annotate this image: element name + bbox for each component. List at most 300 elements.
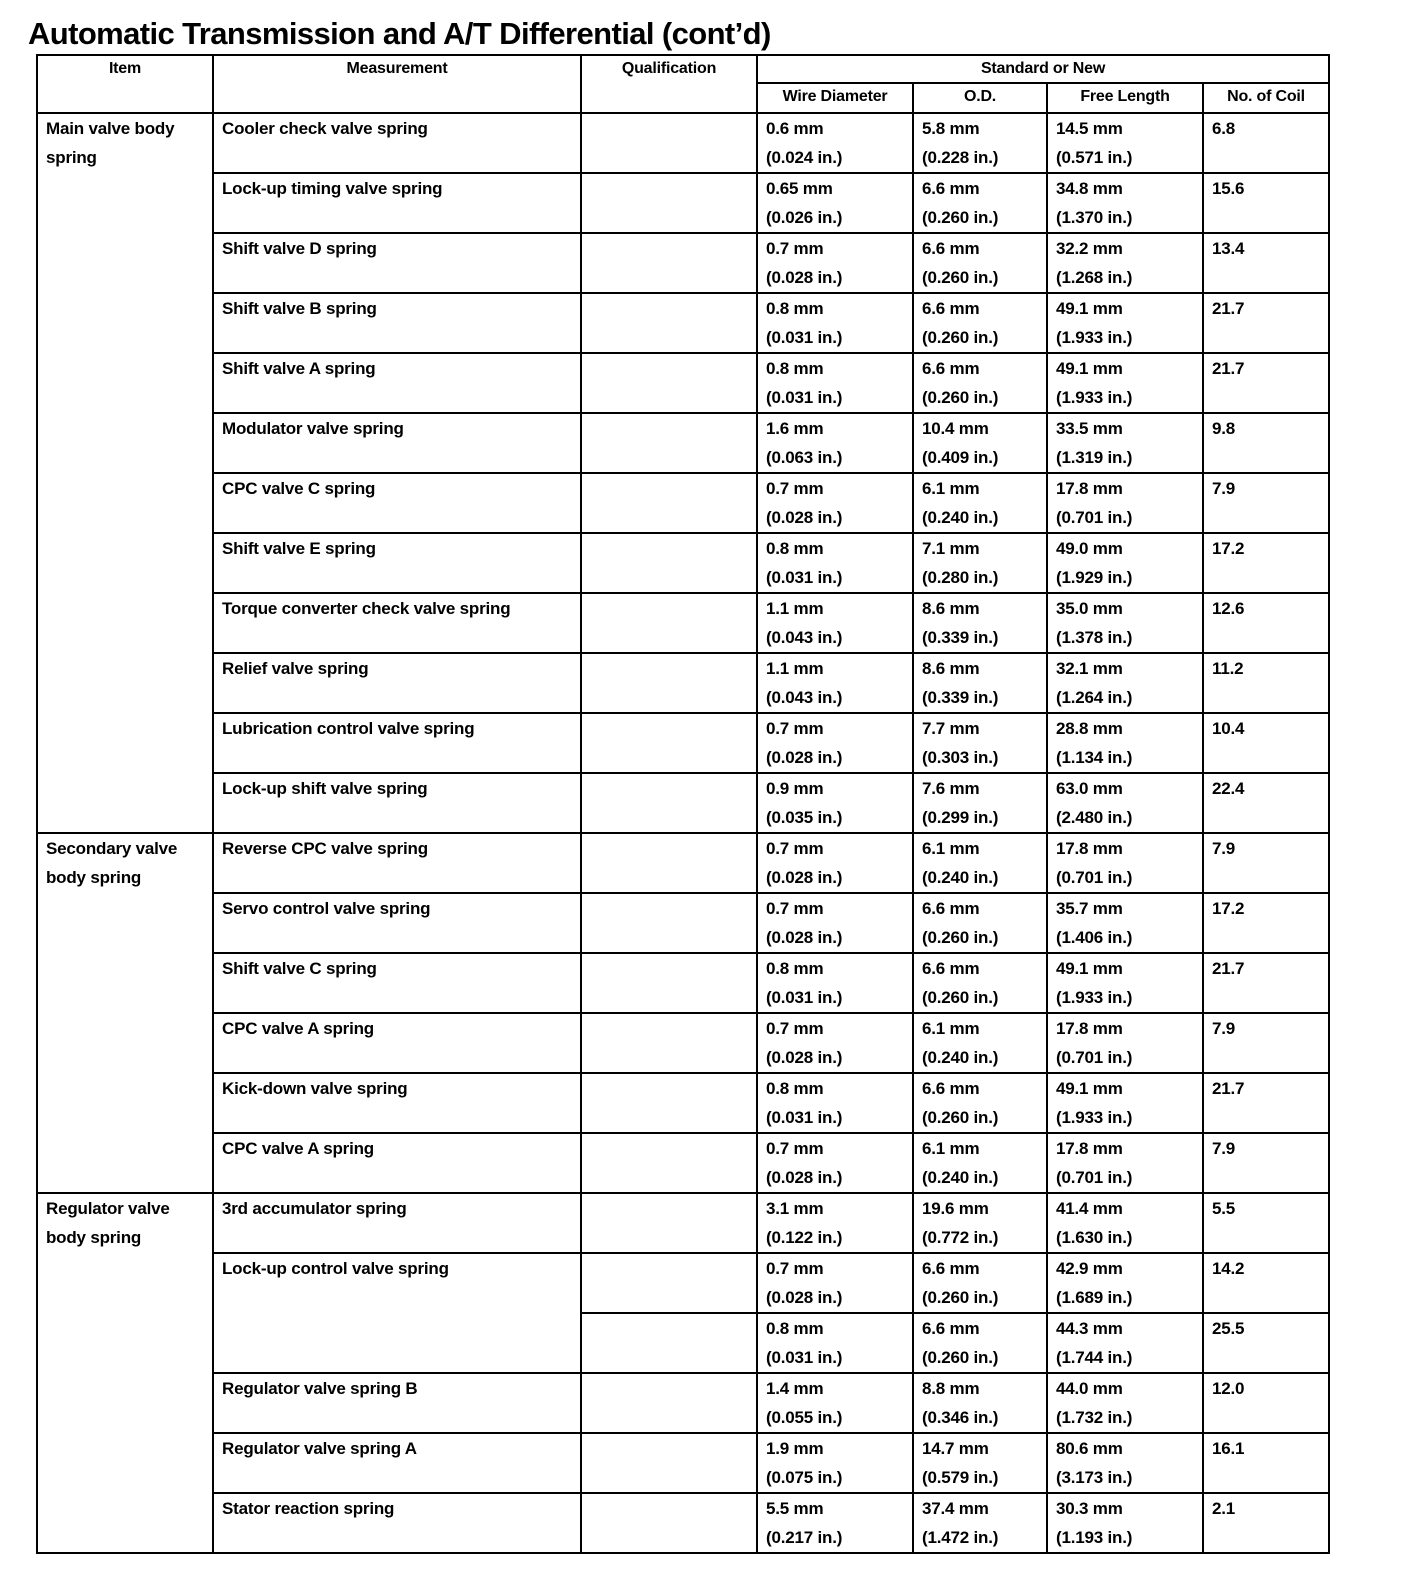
coil-count-cell: 13.4	[1203, 233, 1329, 293]
imperial-value: (1.732 in.)	[1056, 1408, 1133, 1427]
imperial-value: (0.024 in.)	[766, 148, 843, 167]
imperial-value: (0.701 in.)	[1056, 508, 1133, 527]
imperial-value: (0.339 in.)	[922, 688, 999, 707]
wire-diameter-cell	[757, 833, 913, 893]
free-length-cell	[1047, 773, 1203, 833]
imperial-value: (0.028 in.)	[766, 268, 843, 287]
metric-value: 6.1 mm	[922, 479, 980, 498]
imperial-value: (0.031 in.)	[766, 568, 843, 587]
measurement-cell: Modulator valve spring	[213, 413, 581, 473]
header-no-of-coil: No. of Coil	[1203, 83, 1329, 113]
metric-value: 17.8 mm	[1056, 839, 1123, 858]
wire-diameter-cell	[757, 473, 913, 533]
imperial-value: (0.701 in.)	[1056, 1048, 1133, 1067]
metric-value: 0.7 mm	[766, 899, 824, 918]
wire-diameter-cell	[757, 953, 913, 1013]
qualification-cell	[581, 773, 757, 833]
wire-diameter-cell	[757, 173, 913, 233]
measurement-cell: Kick-down valve spring	[213, 1073, 581, 1133]
imperial-value: (0.260 in.)	[922, 388, 999, 407]
measurement-cell: Regulator valve spring A	[213, 1433, 581, 1493]
table-row	[37, 1133, 1329, 1193]
table-row	[37, 1433, 1329, 1493]
metric-value: 30.3 mm	[1056, 1499, 1123, 1518]
metric-value: 0.65 mm	[766, 179, 833, 198]
table-row	[37, 653, 1329, 713]
metric-value: 6.1 mm	[922, 839, 980, 858]
qualification-cell	[581, 1013, 757, 1073]
wire-diameter-cell	[757, 773, 913, 833]
free-length-cell	[1047, 1313, 1203, 1373]
qualification-cell	[581, 113, 757, 173]
imperial-value: (0.240 in.)	[922, 1168, 999, 1187]
item-group-cell: Regulator valve body spring	[37, 1193, 213, 1553]
metric-value: 41.4 mm	[1056, 1199, 1123, 1218]
imperial-value: (0.701 in.)	[1056, 868, 1133, 887]
qualification-cell	[581, 653, 757, 713]
coil-count-cell: 17.2	[1203, 533, 1329, 593]
table-row	[37, 1253, 1329, 1313]
imperial-value: (0.075 in.)	[766, 1468, 843, 1487]
measurement-cell: Servo control valve spring	[213, 893, 581, 953]
metric-value: 32.1 mm	[1056, 659, 1123, 678]
table-row	[37, 293, 1329, 353]
free-length-cell	[1047, 653, 1203, 713]
od-cell	[913, 233, 1047, 293]
wire-diameter-cell	[757, 1433, 913, 1493]
wire-diameter-cell	[757, 413, 913, 473]
measurement-cell: Stator reaction spring	[213, 1493, 581, 1553]
qualification-cell	[581, 233, 757, 293]
measurement-cell: Lock-up shift valve spring	[213, 773, 581, 833]
imperial-value: (1.630 in.)	[1056, 1228, 1133, 1247]
qualification-cell	[581, 893, 757, 953]
table-row	[37, 893, 1329, 953]
od-cell	[913, 1073, 1047, 1133]
metric-value: 7.7 mm	[922, 719, 980, 738]
od-cell	[913, 1013, 1047, 1073]
od-cell	[913, 113, 1047, 173]
imperial-value: (0.260 in.)	[922, 928, 999, 947]
metric-value: 34.8 mm	[1056, 179, 1123, 198]
wire-diameter-cell	[757, 1253, 913, 1313]
wire-diameter-cell	[757, 233, 913, 293]
item-group-cell: Main valve body spring	[37, 113, 213, 833]
metric-value: 32.2 mm	[1056, 239, 1123, 258]
metric-value: 49.1 mm	[1056, 359, 1123, 378]
metric-value: 0.8 mm	[766, 1319, 824, 1338]
od-cell	[913, 1253, 1047, 1313]
qualification-cell	[581, 173, 757, 233]
table-row	[37, 473, 1329, 533]
od-cell	[913, 533, 1047, 593]
od-cell	[913, 1313, 1047, 1373]
imperial-value: (0.031 in.)	[766, 1108, 843, 1127]
spring-spec-table	[36, 54, 1330, 1554]
qualification-cell	[581, 953, 757, 1013]
free-length-cell	[1047, 1193, 1203, 1253]
metric-value: 1.9 mm	[766, 1439, 824, 1458]
wire-diameter-cell	[757, 113, 913, 173]
imperial-value: (0.028 in.)	[766, 508, 843, 527]
metric-value: 0.7 mm	[766, 239, 824, 258]
coil-count-cell: 22.4	[1203, 773, 1329, 833]
measurement-cell: Shift valve C spring	[213, 953, 581, 1013]
imperial-value: (1.370 in.)	[1056, 208, 1133, 227]
measurement-cell: Torque converter check valve spring	[213, 593, 581, 653]
metric-value: 6.6 mm	[922, 899, 980, 918]
metric-value: 49.1 mm	[1056, 299, 1123, 318]
free-length-cell	[1047, 533, 1203, 593]
coil-count-cell: 5.5	[1203, 1193, 1329, 1253]
measurement-cell: 3rd accumulator spring	[213, 1193, 581, 1253]
measurement-cell: Shift valve E spring	[213, 533, 581, 593]
metric-value: 44.3 mm	[1056, 1319, 1123, 1338]
free-length-cell	[1047, 1073, 1203, 1133]
qualification-cell	[581, 533, 757, 593]
imperial-value: (0.028 in.)	[766, 1048, 843, 1067]
measurement-cell: CPC valve C spring	[213, 473, 581, 533]
coil-count-cell: 11.2	[1203, 653, 1329, 713]
imperial-value: (0.228 in.)	[922, 148, 999, 167]
wire-diameter-cell	[757, 293, 913, 353]
coil-count-cell: 6.8	[1203, 113, 1329, 173]
table-row	[37, 1193, 1329, 1253]
qualification-cell	[581, 1073, 757, 1133]
metric-value: 10.4 mm	[922, 419, 989, 438]
metric-value: 5.8 mm	[922, 119, 980, 138]
imperial-value: (0.026 in.)	[766, 208, 843, 227]
imperial-value: (0.260 in.)	[922, 268, 999, 287]
table-row	[37, 1073, 1329, 1133]
metric-value: 0.6 mm	[766, 119, 824, 138]
metric-value: 1.1 mm	[766, 599, 824, 618]
table-row	[37, 773, 1329, 833]
imperial-value: (0.339 in.)	[922, 628, 999, 647]
coil-count-cell: 7.9	[1203, 473, 1329, 533]
metric-value: 19.6 mm	[922, 1199, 989, 1218]
free-length-cell	[1047, 293, 1203, 353]
free-length-cell	[1047, 713, 1203, 773]
metric-value: 17.8 mm	[1056, 1139, 1123, 1158]
od-cell	[913, 1433, 1047, 1493]
measurement-cell: Lubrication control valve spring	[213, 713, 581, 773]
metric-value: 1.1 mm	[766, 659, 824, 678]
od-cell	[913, 833, 1047, 893]
imperial-value: (1.744 in.)	[1056, 1348, 1133, 1367]
table-row	[37, 713, 1329, 773]
table-row	[37, 173, 1329, 233]
table-row	[37, 533, 1329, 593]
metric-value: 17.8 mm	[1056, 479, 1123, 498]
measurement-cell: Lock-up control valve spring	[213, 1253, 581, 1373]
free-length-cell	[1047, 473, 1203, 533]
od-cell	[913, 173, 1047, 233]
header-item: Item	[37, 55, 213, 113]
metric-value: 49.1 mm	[1056, 1079, 1123, 1098]
wire-diameter-cell	[757, 1133, 913, 1193]
imperial-value: (0.028 in.)	[766, 1288, 843, 1307]
od-cell	[913, 773, 1047, 833]
free-length-cell	[1047, 1253, 1203, 1313]
metric-value: 0.7 mm	[766, 479, 824, 498]
imperial-value: (0.217 in.)	[766, 1528, 843, 1547]
coil-count-cell: 15.6	[1203, 173, 1329, 233]
metric-value: 5.5 mm	[766, 1499, 824, 1518]
metric-value: 14.7 mm	[922, 1439, 989, 1458]
imperial-value: (0.122 in.)	[766, 1228, 843, 1247]
imperial-value: (1.264 in.)	[1056, 688, 1133, 707]
imperial-value: (0.240 in.)	[922, 508, 999, 527]
free-length-cell	[1047, 1373, 1203, 1433]
od-cell	[913, 413, 1047, 473]
imperial-value: (0.035 in.)	[766, 808, 843, 827]
table-row	[37, 113, 1329, 173]
imperial-value: (0.260 in.)	[922, 208, 999, 227]
qualification-cell	[581, 293, 757, 353]
imperial-value: (0.299 in.)	[922, 808, 999, 827]
qualification-cell	[581, 413, 757, 473]
table-row	[37, 833, 1329, 893]
metric-value: 8.8 mm	[922, 1379, 980, 1398]
measurement-cell: CPC valve A spring	[213, 1133, 581, 1193]
od-cell	[913, 293, 1047, 353]
od-cell	[913, 1133, 1047, 1193]
wire-diameter-cell	[757, 713, 913, 773]
metric-value: 6.1 mm	[922, 1019, 980, 1038]
metric-value: 7.6 mm	[922, 779, 980, 798]
qualification-cell	[581, 833, 757, 893]
qualification-cell	[581, 1313, 757, 1373]
imperial-value: (1.689 in.)	[1056, 1288, 1133, 1307]
coil-count-cell: 9.8	[1203, 413, 1329, 473]
coil-count-cell: 7.9	[1203, 833, 1329, 893]
od-cell	[913, 1193, 1047, 1253]
metric-value: 0.7 mm	[766, 1259, 824, 1278]
header-qualification: Qualification	[581, 55, 757, 113]
imperial-value: (0.579 in.)	[922, 1468, 999, 1487]
coil-count-cell: 21.7	[1203, 1073, 1329, 1133]
coil-count-cell: 10.4	[1203, 713, 1329, 773]
od-cell	[913, 653, 1047, 713]
imperial-value: (1.933 in.)	[1056, 328, 1133, 347]
wire-diameter-cell	[757, 1313, 913, 1373]
imperial-value: (0.028 in.)	[766, 928, 843, 947]
imperial-value: (0.346 in.)	[922, 1408, 999, 1427]
imperial-value: (1.193 in.)	[1056, 1528, 1133, 1547]
imperial-value: (0.303 in.)	[922, 748, 999, 767]
header-od: O.D.	[913, 83, 1047, 113]
imperial-value: (1.319 in.)	[1056, 448, 1133, 467]
coil-count-cell: 7.9	[1203, 1013, 1329, 1073]
od-cell	[913, 1493, 1047, 1553]
metric-value: 3.1 mm	[766, 1199, 824, 1218]
measurement-cell: CPC valve A spring	[213, 1013, 581, 1073]
metric-value: 6.6 mm	[922, 359, 980, 378]
header-standard-or-new: Standard or New	[757, 55, 1329, 83]
qualification-cell	[581, 713, 757, 773]
wire-diameter-cell	[757, 1493, 913, 1553]
item-group-cell: Secondary valve body spring	[37, 833, 213, 1193]
imperial-value: (0.028 in.)	[766, 748, 843, 767]
coil-count-cell: 21.7	[1203, 353, 1329, 413]
imperial-value: (0.031 in.)	[766, 388, 843, 407]
free-length-cell	[1047, 353, 1203, 413]
metric-value: 49.1 mm	[1056, 959, 1123, 978]
qualification-cell	[581, 1253, 757, 1313]
free-length-cell	[1047, 173, 1203, 233]
imperial-value: (0.031 in.)	[766, 328, 843, 347]
metric-value: 0.7 mm	[766, 1019, 824, 1038]
metric-value: 0.8 mm	[766, 359, 824, 378]
metric-value: 0.8 mm	[766, 959, 824, 978]
metric-value: 28.8 mm	[1056, 719, 1123, 738]
metric-value: 14.5 mm	[1056, 119, 1123, 138]
qualification-cell	[581, 1373, 757, 1433]
free-length-cell	[1047, 1433, 1203, 1493]
table-row	[37, 353, 1329, 413]
measurement-cell: Shift valve D spring	[213, 233, 581, 293]
imperial-value: (0.772 in.)	[922, 1228, 999, 1247]
metric-value: 0.8 mm	[766, 539, 824, 558]
imperial-value: (1.268 in.)	[1056, 268, 1133, 287]
od-cell	[913, 473, 1047, 533]
coil-count-cell: 25.5	[1203, 1313, 1329, 1373]
imperial-value: (0.028 in.)	[766, 868, 843, 887]
wire-diameter-cell	[757, 593, 913, 653]
qualification-cell	[581, 353, 757, 413]
metric-value: 33.5 mm	[1056, 419, 1123, 438]
free-length-cell	[1047, 1493, 1203, 1553]
metric-value: 6.6 mm	[922, 1319, 980, 1338]
coil-count-cell: 17.2	[1203, 893, 1329, 953]
imperial-value: (0.063 in.)	[766, 448, 843, 467]
wire-diameter-cell	[757, 1193, 913, 1253]
qualification-cell	[581, 1433, 757, 1493]
od-cell	[913, 1373, 1047, 1433]
metric-value: 6.6 mm	[922, 1259, 980, 1278]
od-cell	[913, 953, 1047, 1013]
wire-diameter-cell	[757, 1013, 913, 1073]
imperial-value: (0.043 in.)	[766, 688, 843, 707]
table-row	[37, 593, 1329, 653]
imperial-value: (0.055 in.)	[766, 1408, 843, 1427]
wire-diameter-cell	[757, 1373, 913, 1433]
free-length-cell	[1047, 593, 1203, 653]
coil-count-cell: 21.7	[1203, 953, 1329, 1013]
metric-value: 0.7 mm	[766, 719, 824, 738]
metric-value: 6.6 mm	[922, 299, 980, 318]
wire-diameter-cell	[757, 533, 913, 593]
imperial-value: (0.028 in.)	[766, 1168, 843, 1187]
free-length-cell	[1047, 953, 1203, 1013]
imperial-value: (1.134 in.)	[1056, 748, 1133, 767]
metric-value: 0.7 mm	[766, 839, 824, 858]
metric-value: 6.1 mm	[922, 1139, 980, 1158]
metric-value: 7.1 mm	[922, 539, 980, 558]
coil-count-cell: 12.6	[1203, 593, 1329, 653]
imperial-value: (1.933 in.)	[1056, 1108, 1133, 1127]
free-length-cell	[1047, 893, 1203, 953]
coil-count-cell: 12.0	[1203, 1373, 1329, 1433]
coil-count-cell: 7.9	[1203, 1133, 1329, 1193]
imperial-value: (1.378 in.)	[1056, 628, 1133, 647]
imperial-value: (0.701 in.)	[1056, 1168, 1133, 1187]
metric-value: 1.6 mm	[766, 419, 824, 438]
metric-value: 8.6 mm	[922, 659, 980, 678]
metric-value: 37.4 mm	[922, 1499, 989, 1518]
qualification-cell	[581, 1133, 757, 1193]
wire-diameter-cell	[757, 1073, 913, 1133]
wire-diameter-cell	[757, 653, 913, 713]
imperial-value: (0.260 in.)	[922, 1288, 999, 1307]
wire-diameter-cell	[757, 893, 913, 953]
metric-value: 6.6 mm	[922, 179, 980, 198]
metric-value: 17.8 mm	[1056, 1019, 1123, 1038]
free-length-cell	[1047, 1013, 1203, 1073]
imperial-value: (0.043 in.)	[766, 628, 843, 647]
metric-value: 0.8 mm	[766, 1079, 824, 1098]
coil-count-cell: 2.1	[1203, 1493, 1329, 1553]
imperial-value: (0.260 in.)	[922, 1108, 999, 1127]
table-row	[37, 1013, 1329, 1073]
metric-value: 0.7 mm	[766, 1139, 824, 1158]
free-length-cell	[1047, 413, 1203, 473]
imperial-value: (0.031 in.)	[766, 1348, 843, 1367]
od-cell	[913, 593, 1047, 653]
header-wire-diameter: Wire Diameter	[757, 83, 913, 113]
metric-value: 0.8 mm	[766, 299, 824, 318]
imperial-value: (0.409 in.)	[922, 448, 999, 467]
metric-value: 8.6 mm	[922, 599, 980, 618]
free-length-cell	[1047, 113, 1203, 173]
measurement-cell: Reverse CPC valve spring	[213, 833, 581, 893]
metric-value: 6.6 mm	[922, 239, 980, 258]
coil-count-cell: 16.1	[1203, 1433, 1329, 1493]
qualification-cell	[581, 1493, 757, 1553]
imperial-value: (0.240 in.)	[922, 868, 999, 887]
qualification-cell	[581, 473, 757, 533]
table-row	[37, 413, 1329, 473]
metric-value: 0.9 mm	[766, 779, 824, 798]
metric-value: 44.0 mm	[1056, 1379, 1123, 1398]
imperial-value: (2.480 in.)	[1056, 808, 1133, 827]
table-row	[37, 1373, 1329, 1433]
measurement-cell: Regulator valve spring B	[213, 1373, 581, 1433]
metric-value: 6.6 mm	[922, 1079, 980, 1098]
measurement-cell: Cooler check valve spring	[213, 113, 581, 173]
table-row	[37, 233, 1329, 293]
metric-value: 63.0 mm	[1056, 779, 1123, 798]
measurement-cell: Shift valve B spring	[213, 293, 581, 353]
measurement-cell: Relief valve spring	[213, 653, 581, 713]
coil-count-cell: 14.2	[1203, 1253, 1329, 1313]
imperial-value: (0.240 in.)	[922, 1048, 999, 1067]
imperial-value: (0.260 in.)	[922, 1348, 999, 1367]
metric-value: 49.0 mm	[1056, 539, 1123, 558]
qualification-cell	[581, 1193, 757, 1253]
imperial-value: (0.280 in.)	[922, 568, 999, 587]
header-measurement: Measurement	[213, 55, 581, 113]
table-row	[37, 1493, 1329, 1553]
od-cell	[913, 893, 1047, 953]
metric-value: 35.0 mm	[1056, 599, 1123, 618]
imperial-value: (0.571 in.)	[1056, 148, 1133, 167]
measurement-cell: Shift valve A spring	[213, 353, 581, 413]
header-free-length: Free Length	[1047, 83, 1203, 113]
metric-value: 35.7 mm	[1056, 899, 1123, 918]
imperial-value: (1.933 in.)	[1056, 388, 1133, 407]
